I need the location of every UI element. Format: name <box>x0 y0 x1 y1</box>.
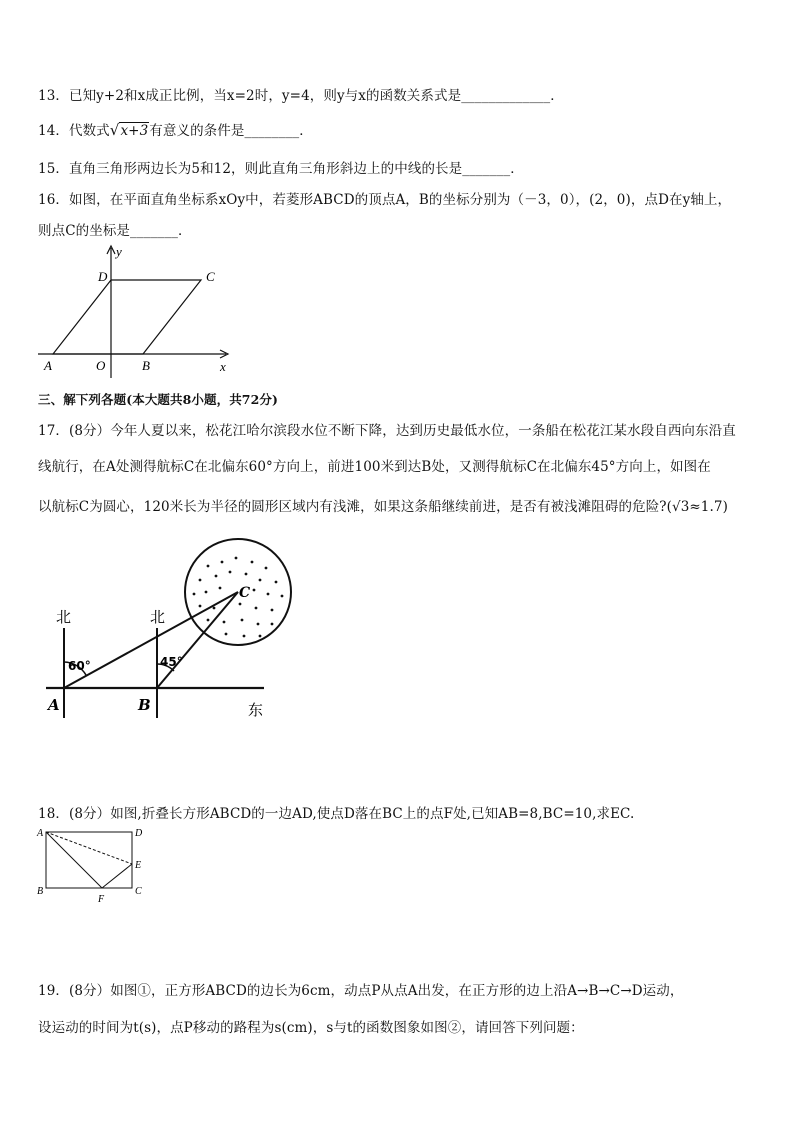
label-y: y <box>116 244 122 259</box>
label-e: E <box>135 860 142 871</box>
segment-fe <box>102 864 132 888</box>
label-d: D <box>98 269 108 284</box>
label-point-a: A <box>48 696 60 714</box>
label-d: D <box>135 828 143 839</box>
section-3-heading: 三、解下列各题(本大题共8小题，共72分) <box>38 392 279 407</box>
question-16-line1: 16．如图，在平面直角坐标系xOy中，若菱形ABCD的顶点A，B的坐标分别为（－3，0），(2，0)，点D在y轴上， <box>38 192 732 208</box>
question-19-line1: 19．(8分）如图①，正方形ABCD的边长为6cm，动点P从点A出发，在正方形的边上沿A→B→C→D运动， <box>38 983 684 999</box>
label-a: A <box>37 828 44 839</box>
label-f: F <box>98 894 105 905</box>
label-north-a: 北 <box>56 608 72 626</box>
label-c: C <box>135 886 142 897</box>
question-17-line1: 17．(8分）今年人夏以来，松花江哈尔滨段水位不断下降，达到历史最低水位，一条船在松花江某水段自西向东沿直 <box>38 423 736 439</box>
label-point-b: B <box>138 696 151 714</box>
label-b: B <box>142 358 150 373</box>
label-c: C <box>206 269 215 284</box>
question-14 <box>38 119 313 139</box>
label-a: A <box>44 358 52 373</box>
label-north-b: 北 <box>150 608 166 626</box>
rectangle-abcd <box>46 832 132 888</box>
question-18: 18．(8分）如图,折叠长方形ABCD的一边AD,使点D落在BC上的点F处,已知AB=8,BC=10,求EC. <box>38 806 635 822</box>
question-14-prefix: 14．代数式 <box>38 123 110 139</box>
radicand: x+3 <box>120 123 149 139</box>
question-14-suffix: 有意义的条件是________． <box>149 123 313 139</box>
question-17-line2: 线航行，在A处测得航标C在北偏东60°方向上，前进100米到达B处，又测得航标C在北偏东45°方向上，如图在 <box>38 459 711 475</box>
label-east: 东 <box>248 701 264 719</box>
rhombus-figure <box>30 244 250 384</box>
sqrt-symbol: √ <box>109 121 120 139</box>
rhombus-abcd <box>53 280 201 354</box>
label-angle-45: 45° <box>160 655 183 669</box>
label-point-c: C <box>239 585 251 601</box>
label-angle-60: 60° <box>68 659 91 673</box>
question-13: 13．已知y+2和x成正比例，当x=2时，y=4，则y与x的函数关系式是_____________． <box>38 88 564 104</box>
folded-rectangle-figure <box>36 824 166 904</box>
question-15: 15．直角三角形两边长为5和12，则此直角三角形斜边上的中线的长是_______． <box>38 161 524 177</box>
segment-af <box>46 832 102 888</box>
shoal-figure <box>40 548 300 728</box>
question-17-line3: 以航标C为圆心，120米长为半径的圆形区域内有浅滩，如果这条船继续前进，是否有被浅滩阻碍的危险?(√3≈1.7) <box>38 499 728 515</box>
sight-line-ac <box>64 592 238 688</box>
label-o: O <box>96 358 106 373</box>
question-19-line2: 设运动的时间为t(s)，点P移动的路程为s(cm)，s与t的函数图象如图②，请回答下列问题： <box>38 1020 584 1036</box>
label-b: B <box>37 886 44 897</box>
question-16-line2: 则点C的坐标是_______． <box>38 223 192 239</box>
fold-line-ae <box>46 832 132 864</box>
label-x: x <box>220 359 226 374</box>
